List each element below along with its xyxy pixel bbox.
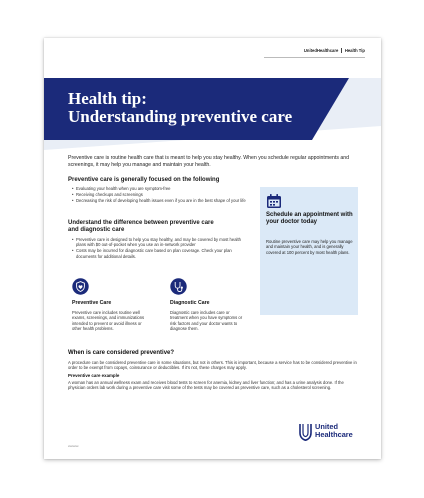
shield-heart-icon — [72, 278, 89, 295]
difference-heading-line2: and diagnostic care — [68, 227, 125, 233]
document-code: xxxxxxx — [68, 444, 79, 448]
logo-line1: United — [315, 422, 338, 431]
when-paragraph: A procedure can be considered preventive care in some situations, but not in others. This is important, because a service has to be considered preventive in order to be exempt from copays, coinsurance or deductibles. If it's not, these charges may apply. — [68, 360, 357, 371]
logo-line2: Healthcare — [315, 430, 353, 439]
list-item: • Evaluating your health when you are symptom-free — [72, 186, 250, 191]
callout-title: Schedule an appointment with your doctor today — [266, 212, 353, 225]
page-title — [68, 90, 292, 126]
preventive-care-title: Preventive Care — [72, 300, 112, 306]
logo-wordmark — [315, 423, 353, 439]
example-heading: Preventive care example — [68, 373, 120, 378]
preventive-care-body: Preventive care includes routine well exams, screenings, and immunizations intended to prevent or avoid illness or other health problems. — [72, 310, 145, 332]
header-divider — [264, 57, 365, 58]
difference-heading-line1: Understand the difference between preventive care — [68, 220, 214, 226]
header-doc-type: Health Tip — [344, 48, 365, 53]
focus-list — [72, 186, 250, 204]
list-item: • Decreasing the risk of developing health issues even if you are in the best shape of your life — [72, 198, 250, 203]
header-line — [304, 48, 365, 53]
callout-body: Routine preventive care may help you manage and maintain your health, and is generally covered at 100 percent by most health plans. — [266, 239, 353, 255]
list-item: • Costs may be incurred for diagnostic care based on plan coverage. Check your plan documents for additional details. — [72, 248, 250, 259]
page-title-line1: Health tip: — [68, 89, 147, 108]
example-paragraph: A woman has an annual wellness exam and receives blood tests to screen for anemia, kidney and liver function; and has a urine analysis done. If the physician orders lab work during a preventive care visit some of the tests may be covered as preventive care, such as a cholesterol screening. — [68, 380, 344, 391]
header-brand: UnitedHealthcare — [303, 48, 339, 53]
list-item: • Receiving checkups and screenings — [72, 192, 250, 197]
when-heading: When is care considered preventive? — [68, 350, 175, 356]
focus-heading: Preventive care is generally focused on the following — [68, 177, 220, 183]
list-item: • Preventive care is designed to help you stay healthy, and may be covered by most health plans with $0 out-of-pocket when you use an in-network provider — [72, 237, 250, 248]
page-title-line2: Understanding preventive care — [68, 107, 293, 126]
calendar-icon — [266, 193, 282, 209]
diagnostic-care-title: Diagnostic Care — [170, 300, 210, 306]
stethoscope-icon — [170, 278, 187, 295]
diagnostic-care-body: Diagnostic care includes care or treatment when you have symptoms or risk factors and your doctor wants to diagnose them. — [170, 310, 243, 332]
header-separator — [341, 48, 342, 53]
u-shield-logo-icon — [298, 423, 313, 441]
intro-paragraph: Preventive care is routine health care that is meant to help you stay healthy. When you schedule regular appointments and screenings, it may help you manage and maintain your health. — [68, 155, 350, 168]
difference-heading — [68, 220, 214, 234]
unitedhealthcare-logo — [298, 421, 368, 447]
appointment-callout — [260, 187, 358, 315]
document-page — [44, 38, 381, 459]
title-banner — [44, 78, 381, 163]
difference-list — [72, 237, 250, 260]
